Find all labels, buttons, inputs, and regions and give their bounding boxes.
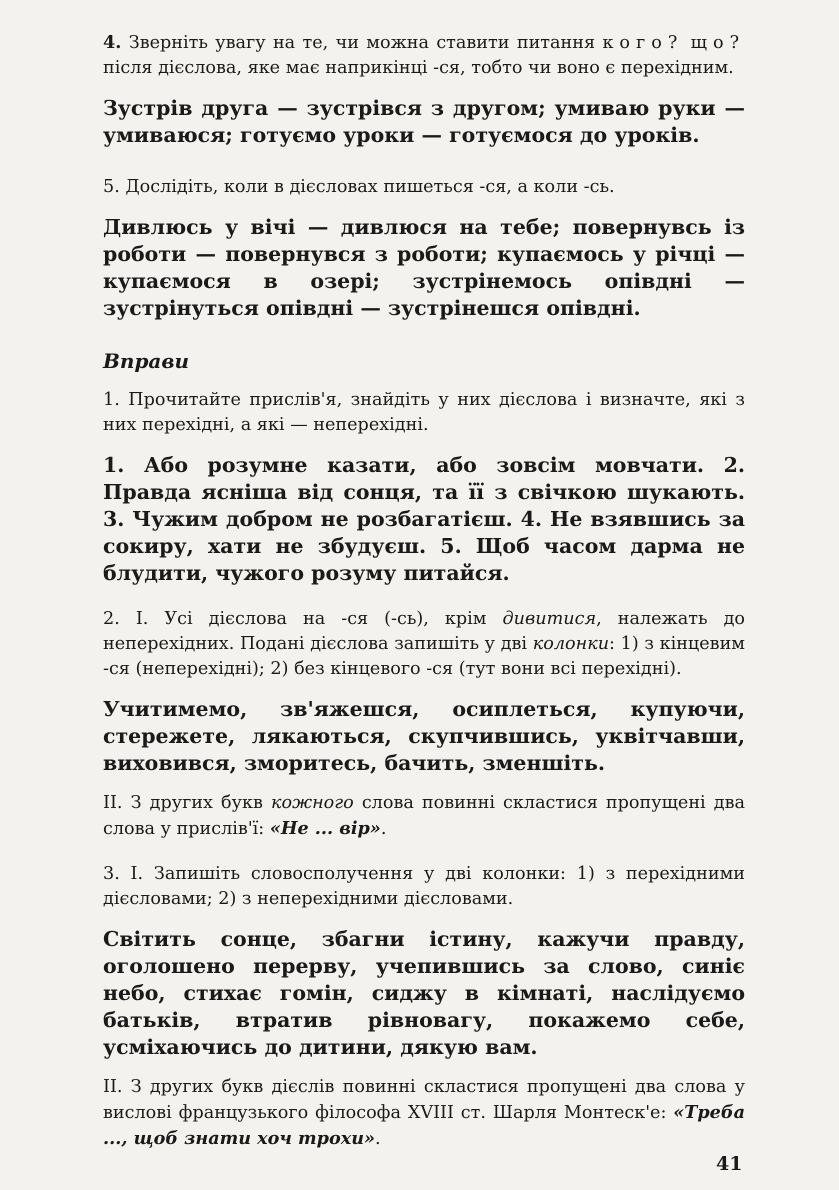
instruction-text-cont: після дієслова, яке має наприкінці -ся, тобто чи воно є перехідним.: [103, 58, 734, 78]
quote: «Треба ..., щоб знати хоч трохи»: [103, 1102, 745, 1149]
exercise-2-part-2: [103, 791, 745, 842]
question-word-1: кого?: [602, 33, 684, 53]
exercise-1-task: 1. Прочитайте прислів'я, знайдіть у них дієслова і визначте, які з них перехідні, а які — неперехідні.: [103, 390, 745, 435]
text-part: .: [375, 1129, 381, 1149]
example-1: Зустрів друга — зустрівся з другом; умиваю руки — умиваюся; готуємо уроки — готуємося до уроків.: [103, 96, 745, 147]
exercise-3-part-2: [103, 1075, 745, 1152]
italic-word: дивитися: [502, 609, 597, 629]
page-number: 41: [716, 1153, 743, 1175]
italic-word: кожного: [270, 793, 354, 813]
text-part: : 1) з кінцевим -ся (неперехідні); 2) без кінцевого -ся (тут вони всі перехідні).: [103, 634, 745, 679]
text-part: , належать до неперехідних. Подані дієслова запишіть у дві: [103, 609, 745, 654]
section-heading: Вправи: [103, 349, 190, 373]
text-part: II. З других букв дієслів повинні скластися пропущені два слова у вислові французького філософа XVIII ст. Шарля Монтеск'е:: [103, 1077, 745, 1123]
exercise-1-proverbs: 1. Або розумне казати, або зовсім мовчати. 2. Правда ясніша від сонця, та її з свічкою шукають. 3. Чужим добром не розбагатієш. 4. Не взявшись за сокиру, хати не збудуєш. 5. Щоб часом дарма не блудити, чужого розуму питайся.: [103, 453, 745, 585]
text-part: .: [380, 819, 387, 839]
instruction-text: Зверніть увагу на те, чи можна ставити питання: [128, 33, 596, 53]
italic-word: колонки: [532, 634, 610, 654]
proverb-quote: «Не ... вір»: [269, 818, 381, 839]
exercise-3-task: 3. І. Запишіть словосполучення у дві колонки: 1) з перехідними дієсловами; 2) з неперехідними дієсловами.: [103, 864, 745, 909]
exercise-3-phrases: Світить сонце, збагни істину, кажучи правду, оголошено перерву, учепившись за слово, синіє небо, стихає гомін, сиджу в кімнаті, наслідуємо батьків, втратив рівновагу, покажемо себе, усміхаючись до дитини, дякую вам.: [103, 927, 745, 1059]
exercise-2-task: [103, 607, 745, 682]
instruction-5: 5. Дослідіть, коли в дієсловах пишеться -ся, а коли -сь.: [103, 177, 615, 197]
text-part: 2. І. Усі дієслова на -ся (-сь), крім: [103, 609, 503, 629]
exercise-2-words: Учитимемо, зв'яжешся, осиплеться, купуючи, стережете, лякаються, скупчившись, уквітчавши, виховився, зморитесь, бачить, зменшіть.: [103, 697, 745, 775]
example-2: Дивлюсь у вічі — дивлюся на тебе; повернувсь із роботи — повернувся з роботи; купаємось у річці — купаємося в озері; зустрінемось опівдні — зустрінуться опівдні — зустрінешся опівдні.: [103, 215, 745, 320]
page-content: [103, 30, 745, 1152]
text-part: II. З других букв: [103, 793, 271, 813]
text-part: слова повинні скластися пропущені два слова у прислів'ї:: [103, 793, 745, 839]
instruction-4: [103, 30, 745, 81]
question-word-2: що?: [690, 33, 746, 53]
instruction-number: 4.: [103, 32, 122, 53]
